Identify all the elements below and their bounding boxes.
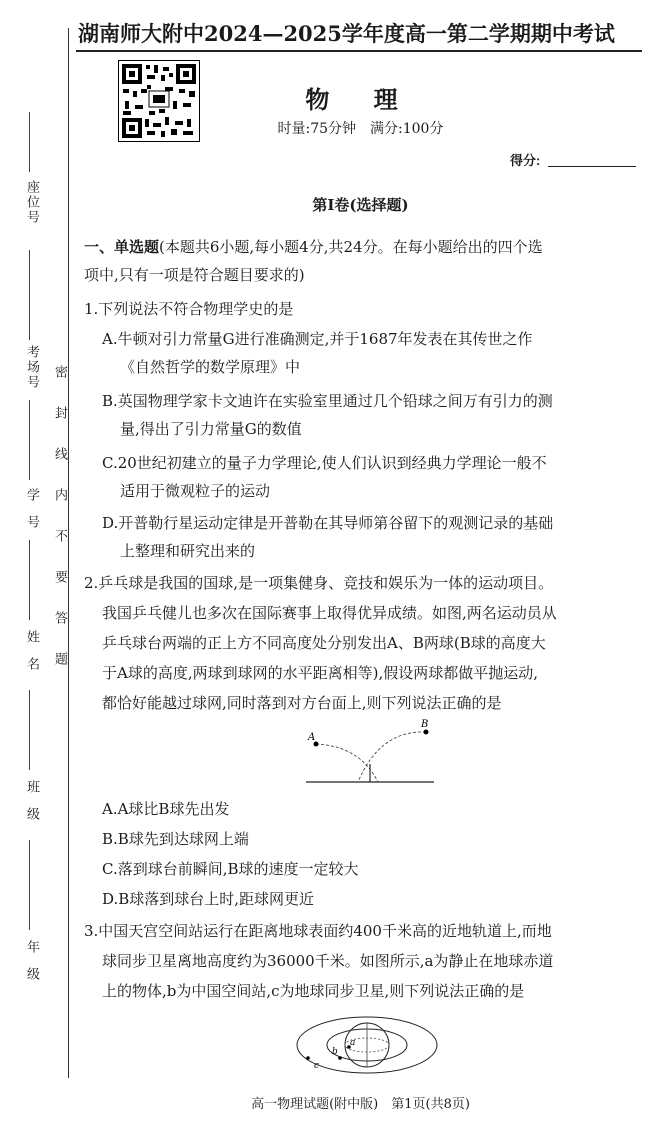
q1-stem: 1.下列说法不符合物理学史的是: [84, 300, 294, 318]
exam-meta: 时量:75分钟 满分:100分: [277, 121, 444, 137]
figure-label-b: B: [421, 719, 429, 730]
figure-label-a: A: [308, 732, 316, 743]
section-heading: 一、单选题: [84, 238, 160, 256]
orbit-label-a: a: [350, 1038, 356, 1048]
q2-stem-line-2: 我国乒乓健儿也多次在国际赛事上取得优异成绩。如图,两名运动员从: [102, 604, 557, 622]
name-label: 姓名: [24, 630, 39, 684]
pingpong-figure: [300, 716, 440, 788]
section-instructions-line-1: [84, 236, 640, 258]
q2-stem-line-3: 乒乓球台两端的正上方不同高度处分别发出A、B两球(B球的高度大: [102, 634, 546, 652]
q1-option-a-line-1: A.牛顿对引力常量G进行准确测定,并于1687年发表在其传世之作: [102, 330, 533, 348]
q2-stem-line-4: 于A球的高度,两球到球网的水平距离相等),假设两球都做平抛运动,: [102, 664, 538, 682]
q1-option-c-line-2: 适用于微观粒子的运动: [120, 482, 271, 500]
q1-option-b-line-2: 量,得出了引力常量G的数值: [120, 420, 302, 438]
q1-option-b-line-1: B.英国物理学家卡文迪许在实验室里通过几个铅球之间万有引力的测: [102, 392, 553, 410]
section-instructions-line-2: 项中,只有一项是符合题目要求的): [84, 266, 305, 284]
room-field-line: [29, 250, 30, 340]
q2-option-b: B.B球先到达球网上端: [102, 830, 249, 848]
q2-stem-line-5: 都恰好能越过球网,同时落到对方台面上,则下列说法正确的是: [102, 694, 502, 712]
q3-stem-line-1: 3.中国天宫空间站运行在距离地球表面约400千米高的近地轨道上,而地: [84, 922, 552, 940]
q1-option-d-line-2: 上整理和研究出来的: [120, 542, 256, 560]
exam-title: 湖南师大附中2024—2025学年度高一第二学期期中考试: [78, 21, 615, 46]
q1-option-d-line-1: D.开普勒行星运动定律是开普勒在其导师第谷留下的观测记录的基础: [102, 514, 554, 532]
title-rule: [76, 50, 642, 52]
q1-option-c-line-1: C.20世纪初建立的量子力学理论,使人们认识到经典力学理论一般不: [102, 454, 547, 472]
grade-label: 年级: [24, 940, 39, 994]
subject-title: 物 理: [305, 85, 416, 114]
score-field-line: [548, 166, 636, 167]
q2-option-d: D.B球落到球台上时,距球网更近: [102, 890, 315, 908]
orbit-label-b: b: [332, 1047, 338, 1057]
id-field-line: [29, 400, 30, 480]
id-label: 学号: [24, 488, 39, 542]
q2-option-a: A.A球比B球先出发: [102, 800, 230, 818]
q3-stem-line-2: 球同步卫星离地高度约为36000千米。如图所示,a为静止在地球赤道: [102, 952, 554, 970]
part-title: 第Ⅰ卷(选择题): [312, 196, 409, 214]
section-instructions-text: (本题共6小题,每小题4分,共24分。在每小题给出的四个选: [159, 238, 543, 256]
q2-option-c: C.落到球台前瞬间,B球的速度一定较大: [102, 860, 359, 878]
room-label: 考场号: [24, 345, 39, 390]
q2-stem-line-1: 2.乒乓球是我国的国球,是一项集健身、竞技和娱乐为一体的运动项目。: [84, 574, 554, 592]
name-field-line: [29, 540, 30, 620]
q3-stem-line-3: 上的物体,b为中国空间站,c为地球同步卫星,则下列说法正确的是: [102, 982, 525, 1000]
seal-warning: 密封线内不要答题: [52, 365, 67, 693]
q1-option-a-line-2: 《自然哲学的数学原理》中: [120, 358, 301, 376]
class-field-line: [29, 690, 30, 770]
page-footer: 高一物理试题(附中版) 第1页(共8页): [251, 1097, 470, 1112]
orbit-label-c: c: [314, 1061, 320, 1071]
score-label: 得分:: [510, 153, 541, 168]
seat-label: 座位号: [24, 180, 39, 225]
class-label: 班级: [24, 780, 39, 834]
orbit-figure: [294, 1014, 440, 1076]
grade-field-line: [29, 840, 30, 930]
